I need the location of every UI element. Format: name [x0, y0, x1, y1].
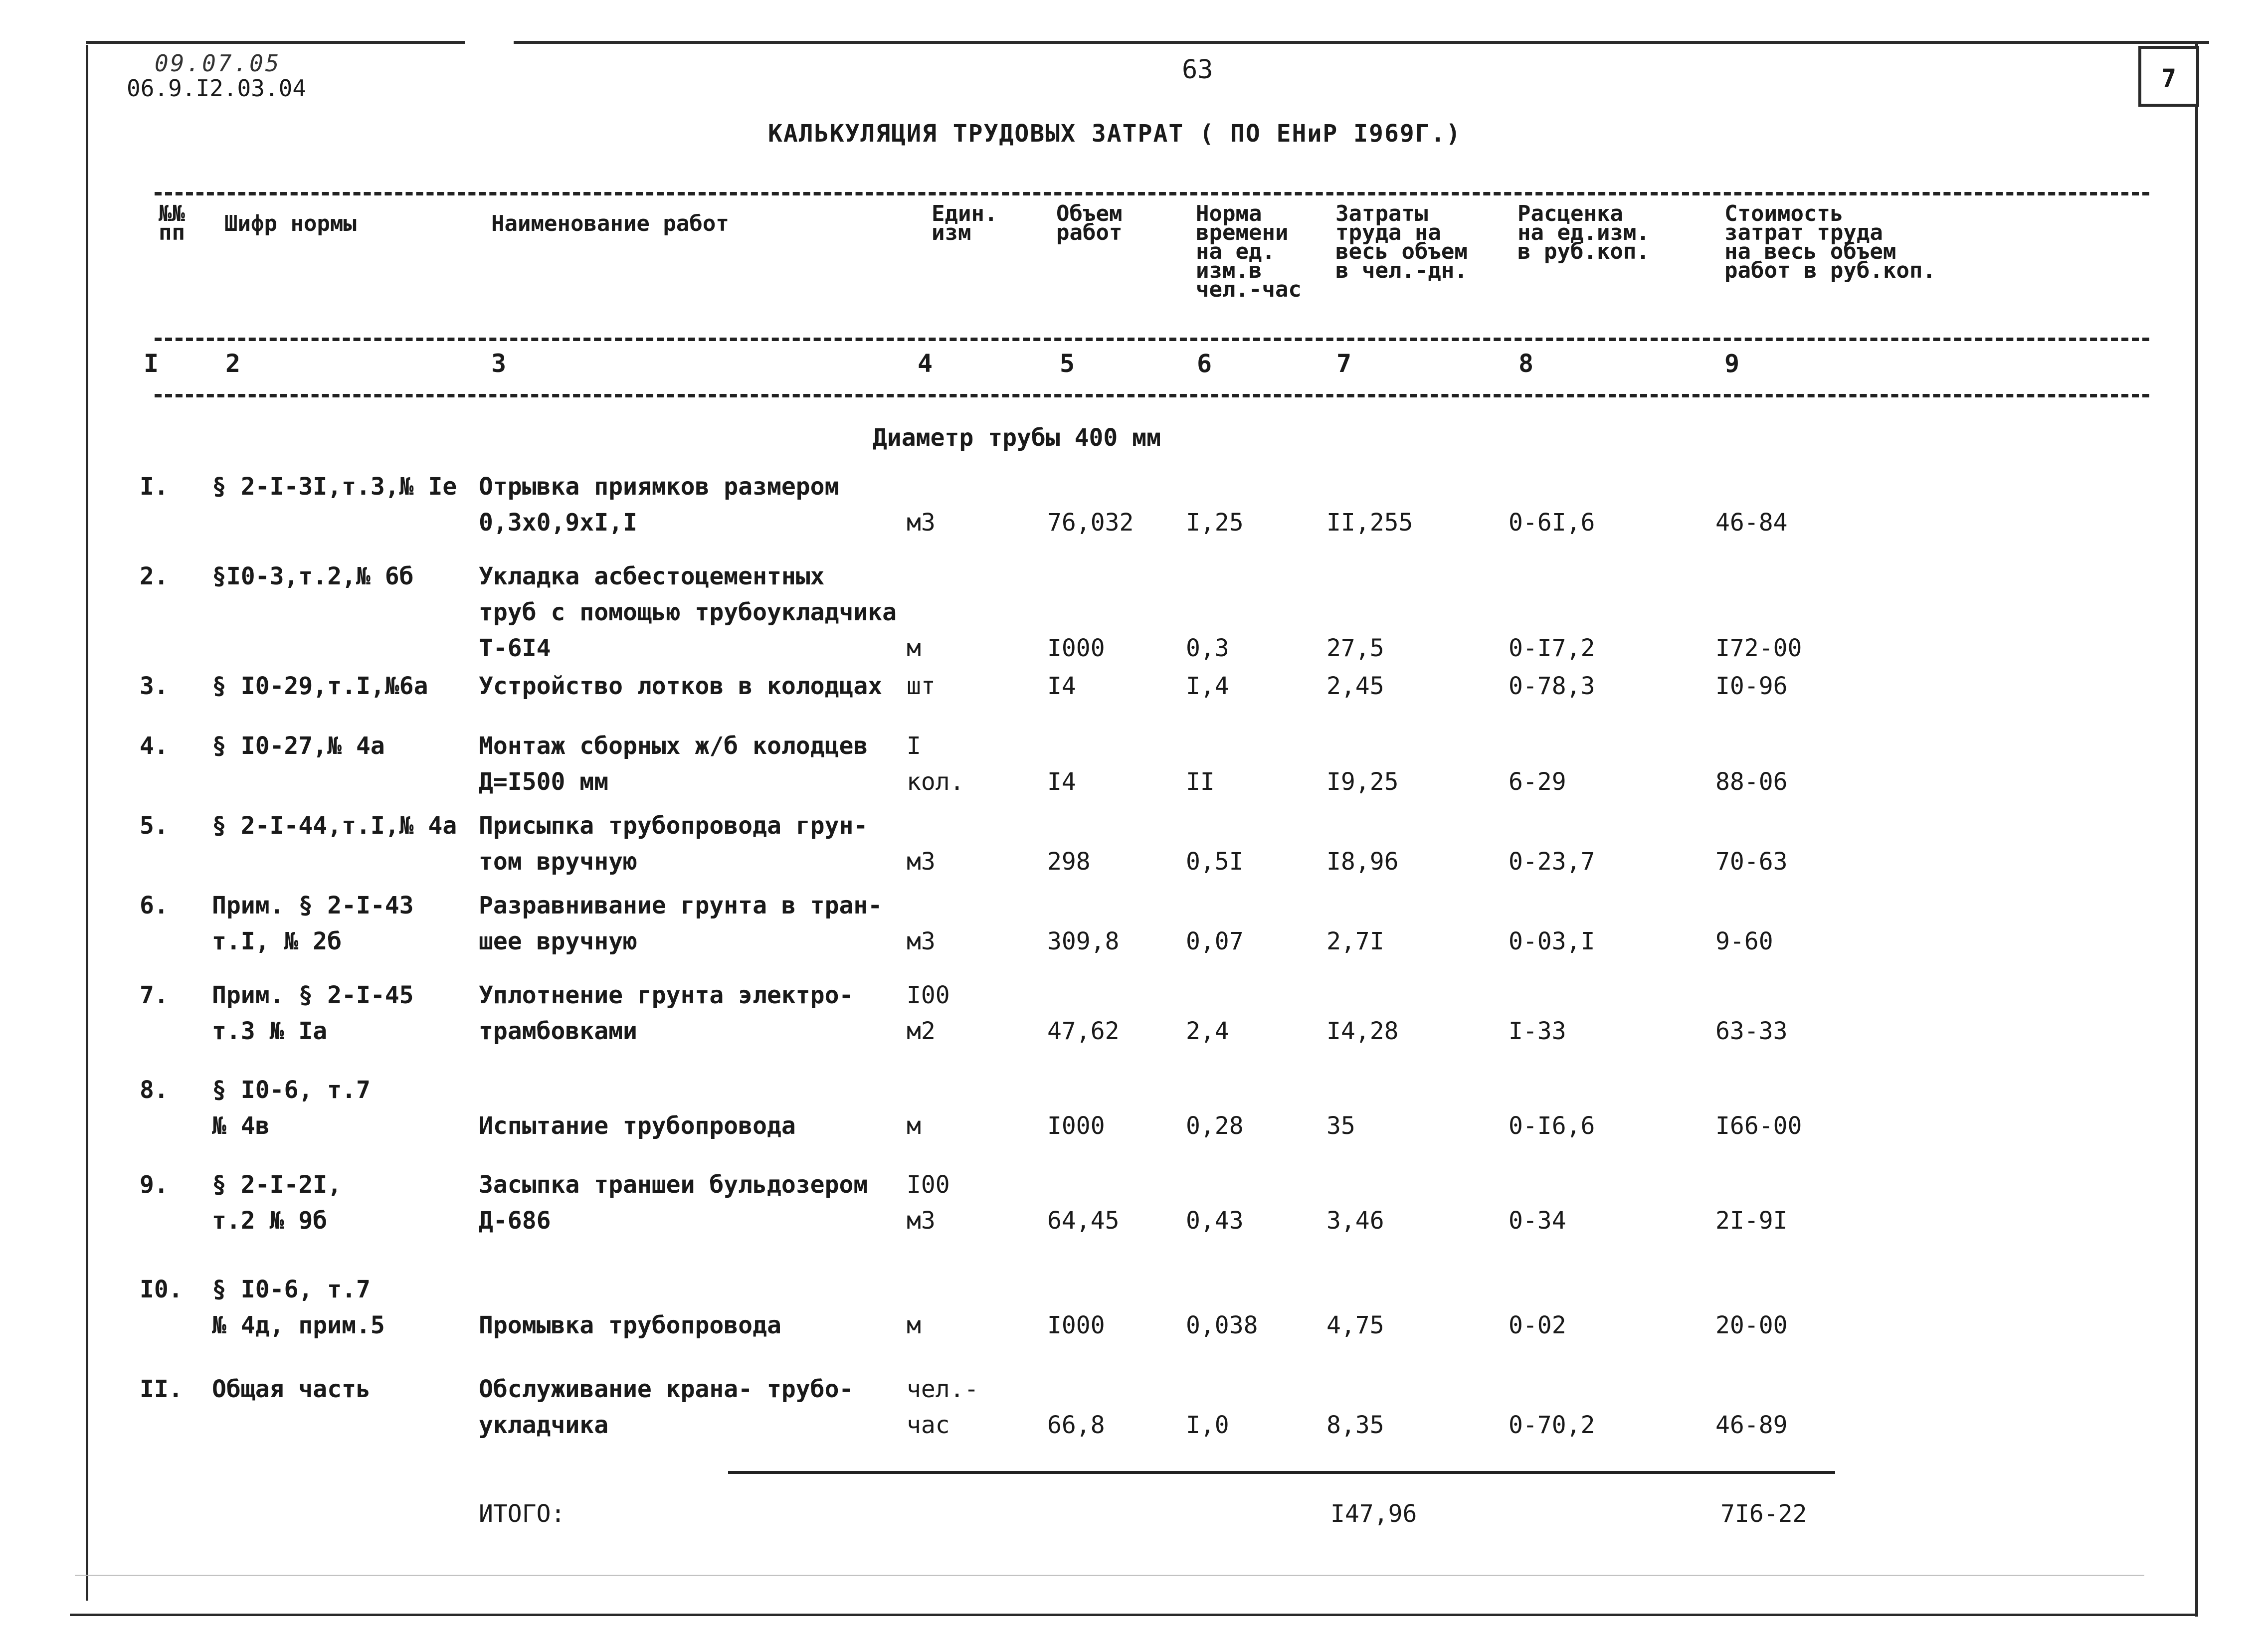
total-cost: 46-89 — [1715, 1411, 1788, 1439]
unit: м — [907, 1311, 921, 1339]
rate: 0-70,2 — [1509, 1411, 1595, 1439]
total-cost: 20-00 — [1715, 1311, 1788, 1339]
rate: 0-78,3 — [1509, 672, 1595, 700]
volume: I000 — [1047, 1112, 1105, 1140]
column-number: 8 — [1518, 349, 1534, 378]
rate: 6-29 — [1509, 768, 1566, 796]
document-code: 06.9.I2.03.04 — [127, 75, 307, 102]
column-number: 2 — [225, 349, 241, 378]
labor-cost: 2,45 — [1326, 672, 1384, 700]
labor-cost: II,255 — [1326, 509, 1413, 537]
labor-cost: 4,75 — [1326, 1311, 1384, 1339]
total-label: ИТОГО: — [479, 1500, 566, 1528]
volume: I000 — [1047, 634, 1105, 662]
total-cost: 2I-9I — [1715, 1207, 1788, 1235]
volume: 66,8 — [1047, 1411, 1105, 1439]
row-number: 7. — [140, 981, 169, 1009]
volume: I000 — [1047, 1311, 1105, 1339]
frame-bottom-faint-line — [75, 1575, 2144, 1576]
norm-code: § I0-6, т.7 № 4д, прим.5 — [212, 1276, 385, 1339]
unit: чел.- час — [907, 1375, 979, 1439]
unit: м3 — [907, 509, 936, 537]
unit: м3 — [907, 927, 936, 955]
frame-bottom-line — [70, 1614, 2198, 1616]
volume: 309,8 — [1047, 927, 1120, 955]
time-norm: I,25 — [1186, 509, 1244, 537]
work-name: Уплотнение грунта электро- трамбовками — [479, 981, 854, 1045]
total-divider-line — [728, 1471, 1835, 1474]
header-divider-top — [155, 192, 2149, 195]
row-number: I. — [140, 473, 169, 501]
total-cost: I72-00 — [1715, 634, 1802, 662]
total-cost: 7I6-22 — [1720, 1500, 1807, 1528]
volume: 76,032 — [1047, 509, 1134, 537]
work-name: Присыпка трубопровода грун- том вручную — [479, 812, 868, 876]
handwritten-date: 09.07.05 — [155, 50, 281, 77]
unit: I00 м2 — [907, 981, 950, 1045]
frame-right-line — [2195, 41, 2198, 1617]
norm-code: § 2-I-44,т.I,№ 4а — [212, 812, 457, 840]
time-norm: 2,4 — [1186, 1017, 1229, 1045]
row-number: 9. — [140, 1171, 169, 1199]
unit: I00 м3 — [907, 1171, 950, 1235]
total-cost: 63-33 — [1715, 1017, 1788, 1045]
total-cost: 88-06 — [1715, 768, 1788, 796]
norm-code: § I0-27,№ 4а — [212, 732, 385, 760]
labor-cost: 3,46 — [1326, 1207, 1384, 1235]
norm-code: Общая часть — [212, 1375, 371, 1403]
norm-code: § 2-I-2I, т.2 № 9б — [212, 1171, 342, 1235]
frame-top-left-line — [86, 41, 465, 44]
page-number: 63 — [1182, 55, 1213, 85]
column-number: 6 — [1197, 349, 1212, 378]
time-norm: 0,038 — [1186, 1311, 1258, 1339]
volume: 64,45 — [1047, 1207, 1120, 1235]
row-number: 5. — [140, 812, 169, 840]
norm-code: §I0-3,т.2,№ 6б — [212, 562, 414, 590]
rate: 0-I7,2 — [1509, 634, 1595, 662]
section-title: Диаметр трубы 400 мм — [873, 424, 1161, 452]
header-col-2: Шифр нормы — [224, 211, 357, 236]
rate: 0-34 — [1509, 1207, 1566, 1235]
norm-code: § I0-6, т.7 № 4в — [212, 1076, 371, 1140]
labor-cost: 8,35 — [1326, 1411, 1384, 1439]
time-norm: 0,43 — [1186, 1207, 1244, 1235]
frame-left-line — [86, 45, 88, 1601]
work-name: Испытание трубопровода — [479, 1112, 796, 1140]
volume: 47,62 — [1047, 1017, 1120, 1045]
volume: 298 — [1047, 848, 1091, 876]
column-number: 5 — [1060, 349, 1075, 378]
rate: 0-I6,6 — [1509, 1112, 1595, 1140]
document-title: КАЛЬКУЛЯЦИЯ ТРУДОВЫХ ЗАТРАТ ( ПО ЕНиР I969Г.) — [768, 120, 1462, 148]
norm-code: § 2-I-3I,т.3,№ Iе — [212, 473, 457, 501]
column-number: 7 — [1336, 349, 1352, 378]
total-cost: 9-60 — [1715, 927, 1773, 955]
work-name: Разравнивание грунта в тран- шее вручную — [479, 892, 883, 955]
row-number: 8. — [140, 1076, 169, 1104]
row-number: I0. — [140, 1276, 183, 1303]
header-col-1: №№ пп — [159, 201, 185, 245]
row-number: 2. — [140, 562, 169, 590]
work-name: Отрывка приямков размером 0,3х0,9хI,I — [479, 473, 839, 537]
unit: I кол. — [907, 732, 964, 796]
header-divider-bottom — [155, 394, 2149, 397]
time-norm: I,4 — [1186, 672, 1229, 700]
time-norm: I,0 — [1186, 1411, 1229, 1439]
total-cost: 70-63 — [1715, 848, 1788, 876]
header-divider-middle — [155, 338, 2149, 341]
row-number: 4. — [140, 732, 169, 760]
header-col-8: Расценка на ед.изм. в руб.коп. — [1517, 201, 1650, 264]
norm-code: § I0-29,т.I,№6а — [212, 672, 428, 700]
total-cost: I66-00 — [1715, 1112, 1802, 1140]
labor-cost: 35 — [1326, 1112, 1355, 1140]
total-cost: I0-96 — [1715, 672, 1788, 700]
time-norm: II — [1186, 768, 1215, 796]
time-norm: 0,5I — [1186, 848, 1244, 876]
volume: I4 — [1047, 768, 1076, 796]
unit: м3 — [907, 848, 936, 876]
unit: м — [907, 634, 921, 662]
time-norm: 0,3 — [1186, 634, 1229, 662]
header-col-6: Норма времени на ед. изм.в чел.-час — [1196, 201, 1302, 302]
work-name: Обслуживание крана- трубо- укладчика — [479, 1375, 854, 1439]
header-col-3: Наименование работ — [491, 211, 729, 236]
rate: I-33 — [1509, 1017, 1566, 1045]
unit: шт — [907, 672, 936, 700]
labor-cost: I9,25 — [1326, 768, 1399, 796]
work-name: Устройство лотков в колодцах — [479, 672, 883, 700]
rate: 0-03,I — [1509, 927, 1595, 955]
total-cost: 46-84 — [1715, 509, 1788, 537]
work-name: Засыпка траншеи бульдозером Д-686 — [479, 1171, 868, 1235]
column-number: I — [144, 349, 159, 378]
time-norm: 0,07 — [1186, 927, 1244, 955]
labor-cost: 27,5 — [1326, 634, 1384, 662]
row-number: 3. — [140, 672, 169, 700]
sheet-number-box — [2138, 46, 2199, 107]
work-name: Укладка асбестоцементных труб с помощью трубоукладчика Т-6I4 — [479, 562, 897, 662]
norm-code: Прим. § 2-I-43 т.I, № 2б — [212, 892, 414, 955]
sheet-number: 7 — [2161, 64, 2177, 93]
total-labor: I47,96 — [1330, 1500, 1417, 1528]
rate: 0-02 — [1509, 1311, 1566, 1339]
labor-cost: I8,96 — [1326, 848, 1399, 876]
time-norm: 0,28 — [1186, 1112, 1244, 1140]
unit: м — [907, 1112, 921, 1140]
column-number: 9 — [1724, 349, 1740, 378]
rate: 0-23,7 — [1509, 848, 1595, 876]
header-col-7: Затраты труда на весь объем в чел.-дн. — [1335, 201, 1468, 283]
header-col-4: Един. изм — [932, 201, 998, 245]
work-name: Промывка трубопровода — [479, 1311, 781, 1339]
norm-code: Прим. § 2-I-45 т.3 № Iа — [212, 981, 414, 1045]
work-name: Монтаж сборных ж/б колодцев Д=I500 мм — [479, 732, 868, 796]
rate: 0-6I,6 — [1509, 509, 1595, 537]
column-number: 4 — [918, 349, 933, 378]
labor-cost: I4,28 — [1326, 1017, 1399, 1045]
volume: I4 — [1047, 672, 1076, 700]
header-col-5: Объем работ — [1056, 201, 1123, 245]
header-col-9: Стоимость затрат труда на весь объем работ в руб.коп. — [1724, 201, 1936, 283]
row-number: II. — [140, 1375, 183, 1403]
frame-top-right-line — [514, 41, 2209, 44]
row-number: 6. — [140, 892, 169, 919]
column-number: 3 — [491, 349, 507, 378]
labor-cost: 2,7I — [1326, 927, 1384, 955]
